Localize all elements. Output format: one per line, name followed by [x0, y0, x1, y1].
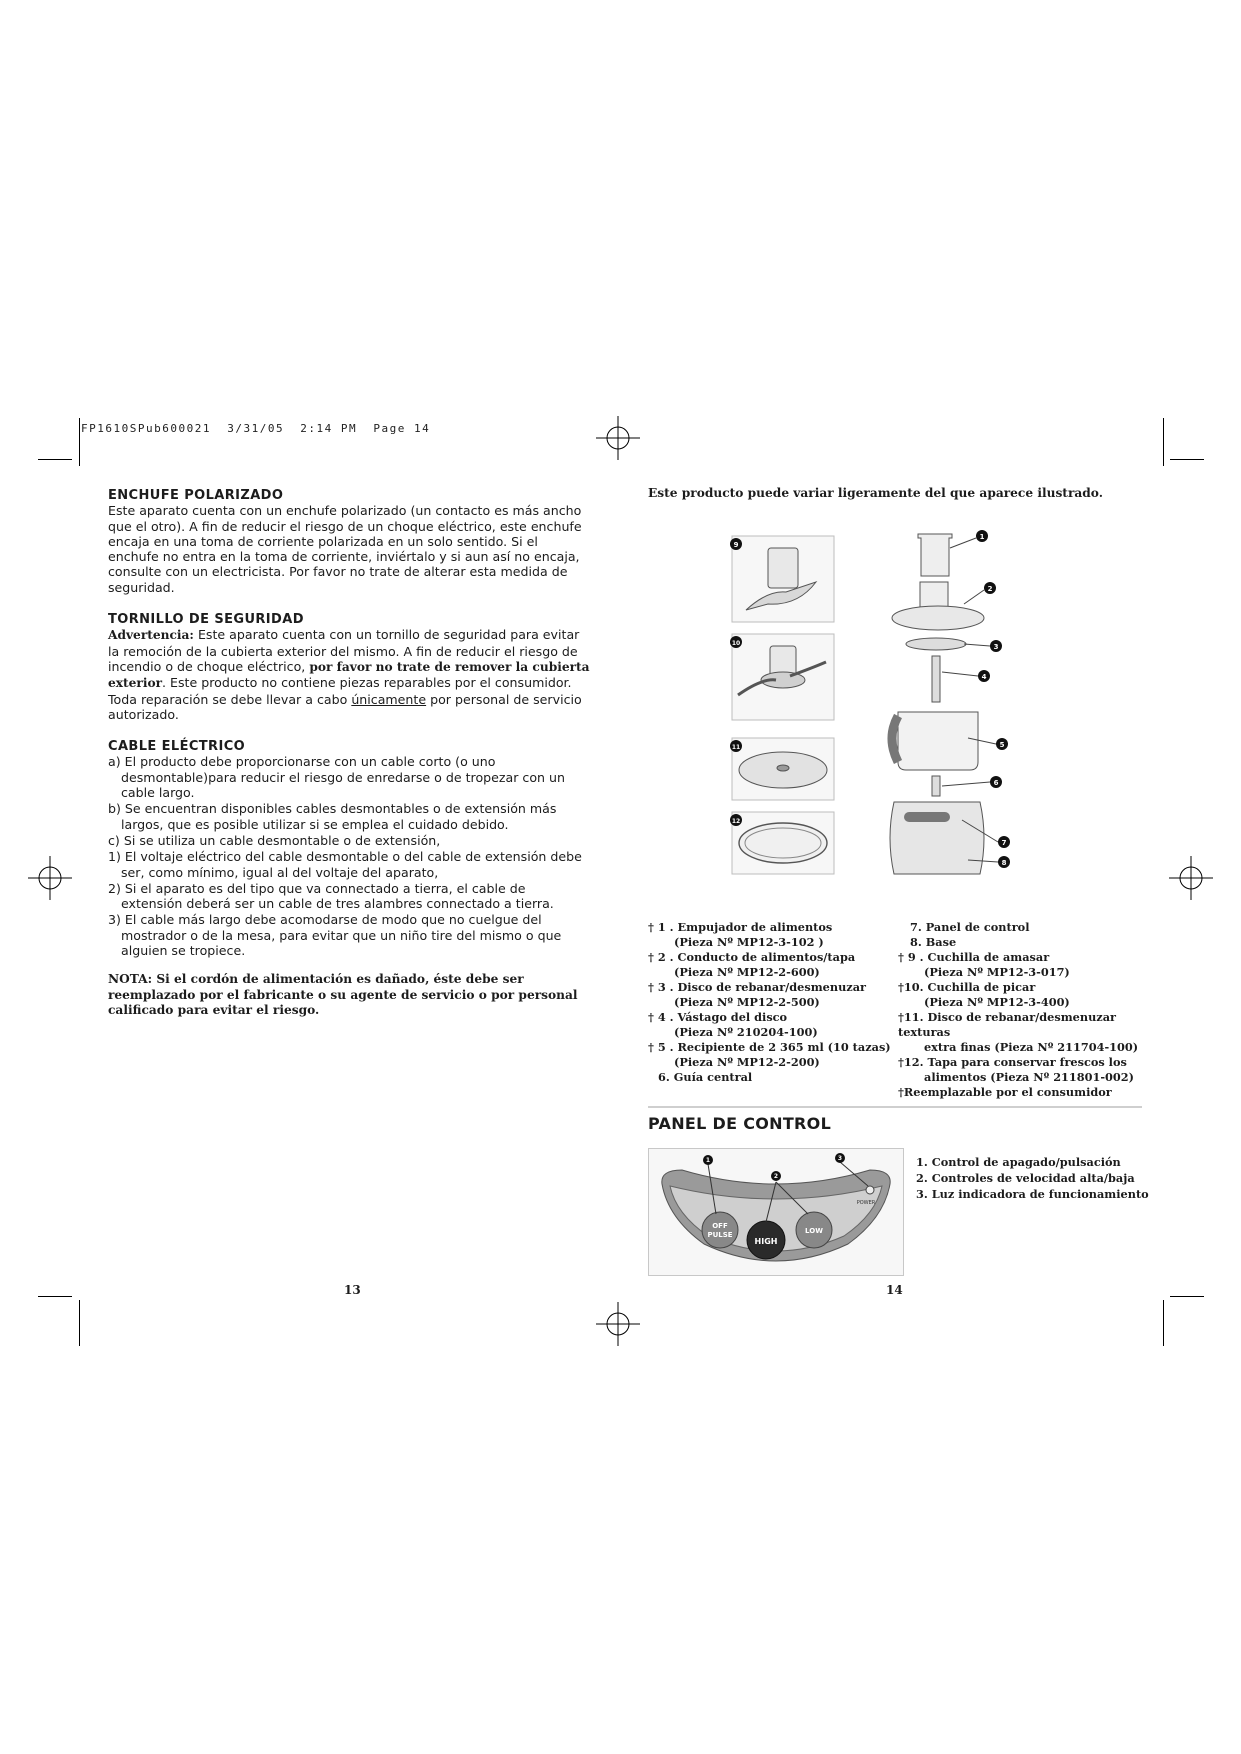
low-label: LOW	[805, 1227, 823, 1235]
crop-mark	[38, 459, 72, 460]
part-label: †12. Tapa para conservar frescos los	[898, 1055, 1127, 1069]
section-title: ENCHUFE POLARIZADO	[108, 488, 284, 503]
callout-2-label: 2	[987, 585, 993, 593]
list-item	[898, 1010, 1148, 1055]
part-label: † 1 . Empujador de alimentos	[648, 920, 833, 934]
nota-warning: NOTA: Si el cordón de alimentación es dañado, éste debe ser reemplazado por el fabricante o su agente de servicio o por personal calificado para evitar el riesgo.	[108, 972, 578, 1018]
callout-11-label: 11	[731, 744, 741, 751]
part-label: †Reemplazable por el consumidor	[898, 1085, 1112, 1099]
list-item: b) Se encuentran disponibles cables desmontables o de extensión más largos, que es posible utilizar si se emplea el cuidado debido.	[108, 801, 557, 832]
power-light	[866, 1186, 874, 1194]
list-item: 3) El cable más largo debe acomodarse de modo que no cuelgue del mostrador o de la mesa, para evitar que un niño tire del mismo o que alguien se tropiece.	[108, 912, 562, 959]
callout-5-label: 5	[999, 741, 1005, 749]
part-label: † 4 . Vástago del disco	[648, 1010, 788, 1024]
part-number: (Pieza Nº 210204-100)	[674, 1025, 818, 1039]
list-item	[648, 950, 898, 980]
text-run: por personal de servicio autorizado.	[108, 691, 582, 722]
callout-12-label: 12	[731, 818, 741, 825]
part-label: 6. Guía central	[658, 1070, 753, 1084]
part-label: † 9 . Cuchilla de amasar	[898, 950, 1050, 964]
list-item	[898, 935, 1148, 950]
part-label: 8. Base	[910, 935, 957, 949]
callout-7-label: 7	[1001, 839, 1007, 847]
control-list	[916, 1154, 1149, 1202]
list-item	[898, 980, 1148, 1010]
list-item: 2) Si el aparato es del tipo que va connectado a tierra, el cable de extensión deberá ser un cable de tres alambres connectado a tierra.	[108, 880, 554, 912]
list-item	[648, 980, 898, 1010]
food-pusher-icon	[918, 534, 952, 576]
section-divider	[648, 1106, 1142, 1108]
part-number: (Pieza Nº MP12-2-200)	[674, 1055, 820, 1069]
list-item: 1. Control de apagado/pulsación	[916, 1155, 1121, 1169]
crop-mark	[1163, 418, 1164, 466]
crop-mark	[38, 1296, 72, 1297]
crop-mark	[1170, 459, 1204, 460]
crop-mark	[79, 418, 80, 466]
list-item: 1) El voltaje eléctrico del cable desmontable o del cable de extensión debe ser, como mínimo, igual al del voltaje del aparato,	[108, 849, 582, 880]
callout-3-label: 3	[837, 1155, 843, 1162]
center-post-icon	[932, 776, 940, 796]
text-run: . Este producto no contiene piezas reparables por el consumidor. Toda reparación se debe llevar a cabo	[108, 675, 572, 707]
control-panel-diagram	[648, 1148, 904, 1276]
bowl-icon	[892, 712, 978, 770]
list-item: a) El producto debe proporcionarse con un cable corto (o uno desmontable)para reducir el riesgo de enredarse o de tropezar con un cable largo.	[108, 754, 565, 801]
illustration-note: Este producto puede variar ligeramente del que aparece ilustrado.	[648, 486, 1103, 500]
parts-list-left	[648, 920, 898, 1085]
parts-diagram	[728, 520, 1058, 900]
part-label: †10. Cuchilla de picar	[898, 980, 1036, 994]
print-slug: FP1610SPub600021 3/31/05 2:14 PM Page 14	[81, 422, 431, 435]
base-icon	[890, 802, 984, 874]
callout-3-label: 3	[993, 643, 999, 651]
part-label: †11. Disco de rebanar/desmenuzar texturas	[898, 1010, 1116, 1039]
left-page-text	[108, 488, 590, 1019]
slicing-disc-icon	[739, 752, 827, 788]
callout-9-label: 9	[733, 541, 739, 549]
storage-lid-icon	[739, 823, 827, 863]
warning-label: Advertencia:	[108, 628, 194, 643]
power-label: POWER	[856, 1200, 876, 1206]
section-cord	[108, 739, 590, 958]
part-number: (Pieza Nº MP12-3-017)	[924, 965, 1070, 979]
parts-list-right	[898, 920, 1148, 1100]
list-item	[648, 1070, 898, 1085]
part-label: † 5 . Recipiente de 2 365 ml (10 tazas)	[648, 1040, 891, 1054]
list-item: 3. Luz indicadora de funcionamiento	[916, 1187, 1149, 1201]
text-run: Este aparato cuenta con un tornillo de seguridad para evitar la remoción de la cubierta exterior del mismo. A fin de reducir el riesgo de incendio o de choque eléctrico,	[108, 627, 580, 674]
callout-1-label: 1	[979, 533, 985, 541]
crop-mark	[1170, 1296, 1204, 1297]
list-item	[648, 1040, 898, 1070]
part-number: (Pieza Nº MP12-3-102 )	[674, 935, 824, 949]
section-polarized-plug	[108, 488, 590, 595]
section-body: Este aparato cuenta con un enchufe polarizado (un contacto es más ancho que el otro). A fin de reducir el riesgo de un choque eléctrico, este enchufe encaja en una toma de corriente polarizada en un solo sentido. Si el enchufe no entra en la toma de corriente, inviértalo y si aun así no encaja, consulte con un electricista. Por favor no trate de alterar esta medida de seguridad.	[108, 503, 582, 595]
part-number: alimentos (Pieza Nº 211801-002)	[924, 1070, 1134, 1084]
pulse-label: PULSE	[707, 1231, 733, 1239]
callout-8-label: 8	[1001, 859, 1007, 867]
callout-1-label: 1	[705, 1157, 711, 1164]
part-number: (Pieza Nº MP12-2-600)	[674, 965, 820, 979]
bold-run: por favor no trate de remover la cubierta exterior	[108, 659, 590, 691]
part-label: † 2 . Conducto de alimentos/tapa	[648, 950, 856, 964]
part-number: (Pieza Nº MP12-2-500)	[674, 995, 820, 1009]
disc-stem-icon	[932, 656, 940, 702]
section-safety-screw	[108, 612, 590, 722]
crop-mark	[1163, 1300, 1164, 1346]
list-item	[648, 1010, 898, 1040]
callout-4-label: 4	[981, 673, 987, 681]
slicing-disc-part-icon	[906, 638, 966, 650]
part-number: extra finas (Pieza Nº 211704-100)	[924, 1040, 1139, 1054]
part-number: (Pieza Nº MP12-3-400)	[924, 995, 1070, 1009]
section-body	[108, 627, 590, 722]
list-item: c) Si se utiliza un cable desmontable o de extensión,	[108, 832, 441, 848]
list-item	[898, 1085, 1148, 1100]
page-number: 14	[886, 1283, 903, 1297]
off-pulse-button[interactable]	[702, 1212, 738, 1248]
list-item	[898, 1055, 1148, 1085]
underline-run: únicamente	[351, 691, 427, 707]
feed-chute-lid-icon	[892, 582, 984, 630]
list-item	[898, 920, 1148, 935]
list-item	[898, 950, 1148, 980]
registration-mark-icon	[28, 856, 72, 900]
callout-6-label: 6	[993, 779, 999, 787]
callout-10-label: 10	[731, 640, 741, 647]
part-label: 7. Panel de control	[910, 920, 1030, 934]
panel-title: PANEL DE CONTROL	[648, 1114, 832, 1133]
section-title: TORNILLO DE SEGURIDAD	[108, 612, 304, 628]
registration-mark-icon	[596, 1302, 640, 1346]
section-title: CABLE ELÉCTRICO	[108, 739, 246, 755]
crop-mark	[79, 1300, 80, 1346]
high-label: HIGH	[754, 1237, 778, 1246]
list-item	[648, 920, 898, 950]
page-number: 13	[344, 1283, 361, 1297]
registration-mark-icon	[596, 416, 640, 460]
registration-mark-icon	[1169, 856, 1213, 900]
off-label: OFF	[712, 1222, 728, 1230]
callout-2-label: 2	[773, 1173, 779, 1180]
part-label: † 3 . Disco de rebanar/desmenuzar	[648, 980, 866, 994]
list-item: 2. Controles de velocidad alta/baja	[916, 1171, 1135, 1185]
